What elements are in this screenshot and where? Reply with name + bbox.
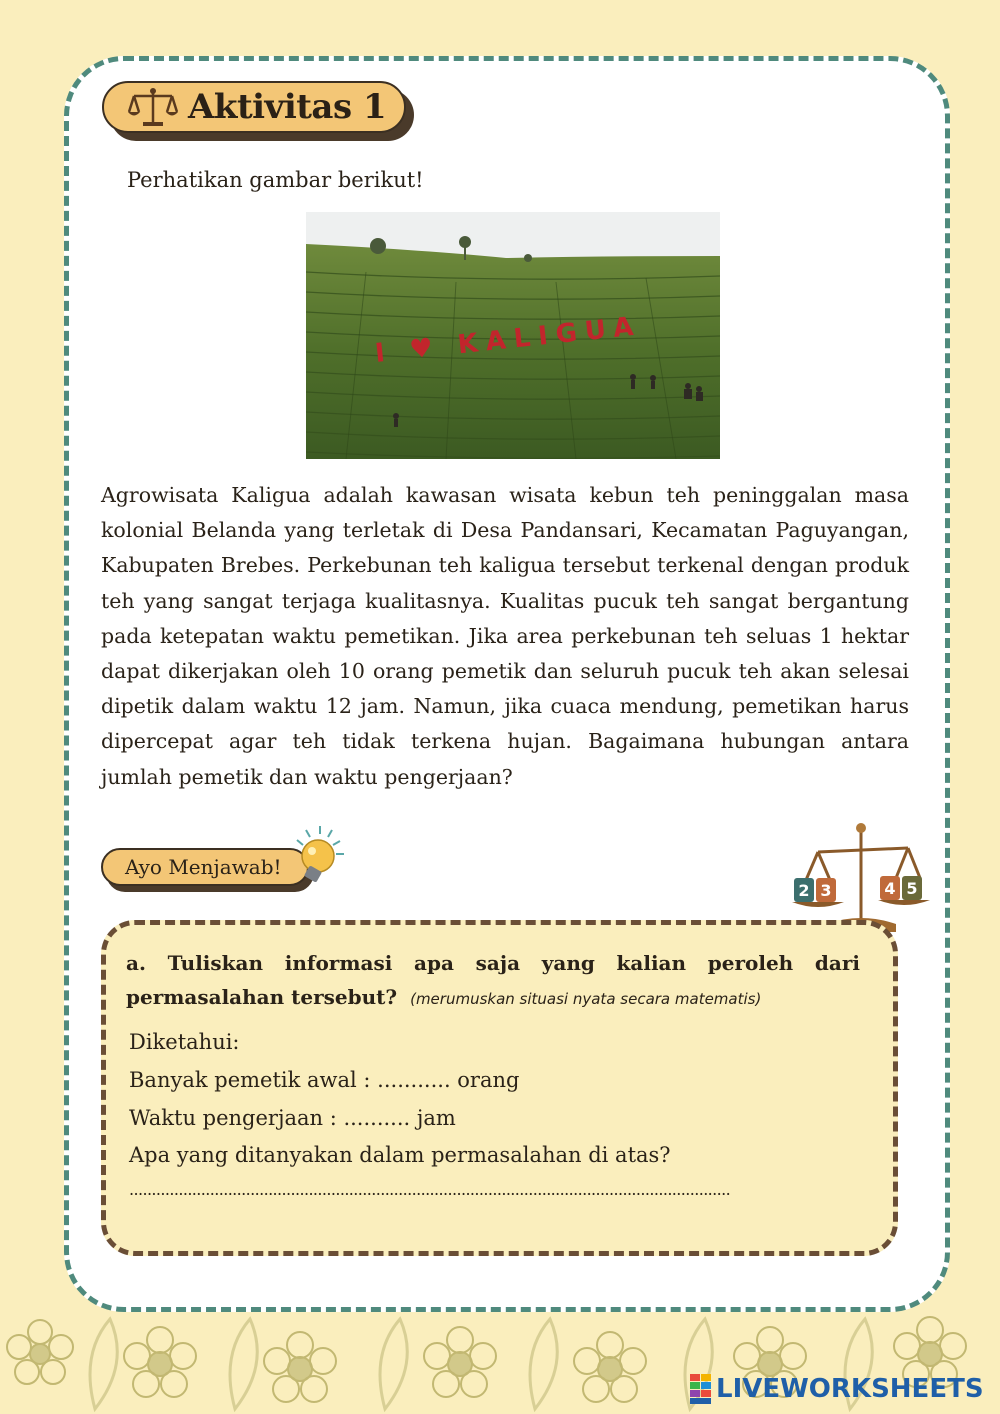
liveworksheets-wordmark: LIVEWORKSHEETS [716,1374,984,1404]
scale-number-5: 5 [906,879,918,898]
liveworksheets-logo [690,1374,984,1404]
kaligua-sign-text: I ♥ KALIGUA [373,311,643,369]
lightbulb-icon [284,824,348,888]
asked-question-line: Apa yang ditanyakan dalam permasalahan di atas? [129,1143,671,1167]
scale-number-4: 4 [884,879,896,898]
live-badge-icon [690,1374,712,1404]
question-a-text: a. Tuliskan informasi apa saja yang kalian peroleh dari permasalahan tersebut? [126,951,860,1009]
intro-text: Perhatikan gambar berikut! [127,168,424,192]
scale-number-2: 2 [798,881,810,900]
answer-label-pill: Ayo Menjawab! [101,848,309,886]
known-label: Diketahui: [129,1030,240,1054]
balance-scale-icon [128,86,178,128]
tea-plantation-photo [306,212,720,459]
activity-title-pill [102,81,406,133]
problem-paragraph: Agrowisata Kaligua adalah kawasan wisata kebun teh peninggalan masa kolonial Belanda yang terletak di Desa Pandansari, Kecamatan Paguyangan, Kabupaten Brebes. Perkebunan teh kaligua tersebut terkenal dengan produk teh yang sangat terjaga kualitasnya. Kualitas pucuk teh sangat bergantung pada ketepatan waktu pemetikan. Jika area perkebunan teh seluas 1 hektar dapat dikerjakan oleh 10 orang pemetik dan seluruh pucuk teh akan selesai dipetik dalam waktu 12 jam. Namun, jika cuaca mendung, pemetikan harus dipercepat agar teh tidak terkena hujan. Bagaimana hubungan antara jumlah pemetik dan waktu pengerjaan? [101,483,909,789]
work-time-line[interactable]: Waktu pengerjaan : .......... jam [129,1106,456,1130]
answer-blank-line[interactable]: ...................................................................................................................................... [129,1180,731,1199]
activity-title: Aktivitas 1 [188,87,387,127]
question-a-note: (merumuskan situasi nyata secara matematis) [410,990,762,1008]
scale-number-3: 3 [820,881,832,900]
question-a [126,946,860,1016]
initial-pickers-line[interactable]: Banyak pemetik awal : ........... orang [129,1068,520,1092]
